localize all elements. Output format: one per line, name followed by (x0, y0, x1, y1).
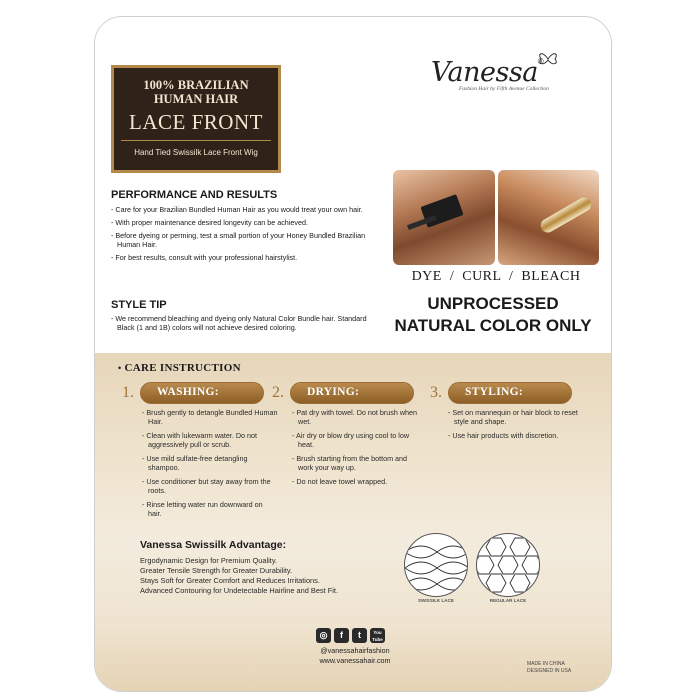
youtube-icon[interactable]: You Tube (370, 628, 385, 643)
list-item: - With proper maintenance desired longevity can be achieved. (111, 218, 308, 227)
label-line-1: 100% BRAZILIAN (143, 78, 249, 92)
brand-logo (431, 57, 581, 107)
list-item: - Use mild sulfate-free detangling shampoo. (142, 454, 248, 472)
list-item: - Before dyeing or perming, test a small portion of your Honey Bundled Brazilian Human Hair. (111, 231, 366, 249)
list-item: Advanced Contouring for Undetectable Hairline and Best Fit. (140, 586, 339, 595)
list-item: - Air dry or blow dry using cool to low heat. (292, 431, 410, 449)
step-number: 1. (122, 384, 134, 401)
twitter-icon[interactable]: t (352, 628, 367, 643)
list-item: Ergodynamic Design for Premium Quality. (140, 556, 278, 565)
style-tip-list (111, 314, 381, 336)
list-item: - We recommend bleaching and dyeing only Natural Color Bundle hair. Standard Black (1 and 1B) colors will not achieve desired coloring. (111, 314, 367, 332)
list-item: - Clean with lukewarm water. Do not aggressively pull or scrub. (142, 431, 258, 449)
style-tip-heading: STYLE TIP (111, 299, 167, 311)
treatment-options: DYE / CURL / BLEACH (411, 269, 581, 284)
product-label-box (111, 65, 281, 173)
list-item: - For best results, consult with your professional hairstylist. (111, 253, 298, 262)
list-item: Stays Soft for Greater Comfort and Reduces Irritations. (140, 576, 320, 585)
list-item: - Care for your Brazilian Bundled Human Hair as you would treat your own hair. (111, 205, 363, 214)
swissilk-lace-icon (404, 533, 468, 597)
list-item: - Pat dry with towel. Do not brush when wet. (292, 408, 418, 426)
label-line-2: HUMAN HAIR (153, 92, 239, 106)
product-subtitle: Hand Tied Swissilk Lace Front Wig (134, 148, 258, 157)
performance-list (111, 205, 371, 266)
swissilk-mesh-icon (405, 534, 468, 597)
washing-pill: WASHING: (140, 382, 264, 404)
list-item: - Rinse letting water run downward on hair. (142, 500, 263, 518)
label-divider (121, 140, 271, 141)
curl-photo (498, 170, 600, 265)
brand-name: Vanessa (431, 57, 538, 88)
washing-list (142, 408, 278, 523)
curling-iron-shape (538, 195, 593, 235)
list-item: - Set on mannequin or hair block to reset style and shape. (448, 408, 578, 426)
unprocessed-notice (375, 293, 611, 337)
list-item: - Brush gently to detangle Bundled Human Hair. (142, 408, 278, 426)
care-heading-text: CARE INSTRUCTION (124, 362, 241, 374)
unprocessed-line-2: NATURAL COLOR ONLY (394, 316, 592, 335)
social-handle[interactable]: @vanessahairfashion (320, 646, 390, 655)
butterfly-icon (537, 51, 559, 67)
advantage-heading: Vanessa Swissilk Advantage: (140, 539, 287, 551)
regular-lace-icon (476, 533, 540, 597)
hexagon-mesh-icon (477, 534, 540, 597)
list-item: - Brush starting from the bottom and work your way up. (292, 454, 408, 472)
origin-info (527, 661, 571, 675)
product-title: LACE FRONT (129, 110, 263, 134)
list-item: Greater Tensile Strength for Greater Durability. (140, 566, 293, 575)
made-in: MADE IN CHINA (527, 661, 565, 667)
step-number: 3. (430, 384, 442, 401)
swissilk-caption: SWISSILK LACE (418, 598, 454, 603)
step-number: 2. (272, 384, 284, 401)
heading-bullet: • (118, 363, 122, 373)
regular-lace-caption: REGULAR LACE (489, 598, 527, 603)
social-info (300, 646, 410, 666)
list-item: - Use hair products with discretion. (448, 431, 559, 440)
facebook-icon[interactable]: f (334, 628, 349, 643)
registered-mark: ® (537, 57, 544, 66)
drying-pill: DRYING: (290, 382, 414, 404)
dye-photo (393, 170, 495, 265)
list-item: - Use conditioner but stay away from the roots. (142, 477, 271, 495)
instagram-icon[interactable]: ◎ (316, 628, 331, 643)
top-panel (95, 17, 612, 353)
care-heading (118, 362, 241, 374)
styling-list (448, 408, 588, 445)
brand-tagline: Fashion Hair by Fifth Avenue Collection (459, 86, 549, 92)
social-icons (316, 628, 385, 643)
list-item: - Do not leave towel wrapped. (292, 477, 388, 486)
designed-in: DESIGNED IN USA (527, 668, 572, 674)
styling-pill: STYLING: (448, 382, 572, 404)
advantage-list (140, 556, 338, 596)
drying-list (292, 408, 424, 491)
performance-heading: PERFORMANCE AND RESULTS (111, 189, 278, 201)
website-link[interactable]: www.vanessahair.com (319, 656, 391, 665)
unprocessed-line-1: UNPROCESSED (427, 294, 559, 313)
treatment-photos (393, 170, 599, 265)
